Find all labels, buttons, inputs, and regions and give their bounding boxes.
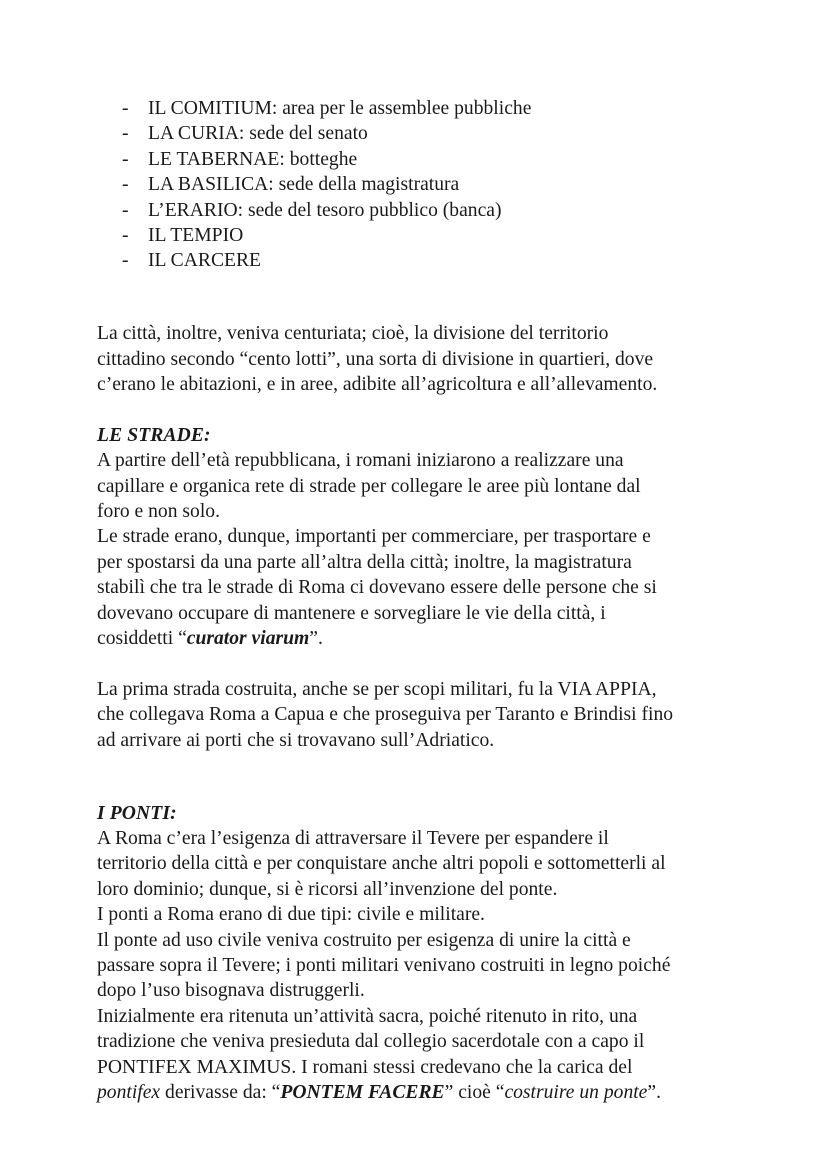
text-line: A partire dell’età repubblicana, i romani iniziarono a realizzare una <box>97 450 624 472</box>
list-item-text: LA CURIA: sede del senato <box>148 123 368 145</box>
list-bullet-marker: - <box>122 98 129 119</box>
list-bullet-marker: - <box>122 148 129 170</box>
paragraph-centuriata <box>97 321 742 397</box>
text-line: A Roma c’era l’esigenza di attraversare il Tevere per espandere il <box>97 827 609 849</box>
text-line: Inizialmente era ritenuta un’attività sacra, poiché ritenuto in rito, una <box>97 1005 638 1027</box>
text-line-pontem-facere <box>97 1080 742 1105</box>
text-line: cittadino secondo “cento lotti”, una sorta di divisione in quartieri, dove <box>97 348 654 370</box>
emphasis-costruire-un-ponte: costruire un ponte <box>504 1081 648 1103</box>
emphasis-pontifex: pontifex <box>97 1081 161 1103</box>
text-line: territorio della città e per conquistare anche altri popoli e sottometterli al <box>97 853 666 875</box>
list-bullet-marker: - <box>122 250 129 272</box>
list-item-text: L’ERARIO: sede del tesoro pubblico (banca) <box>148 199 502 221</box>
paragraph-strade-importanza <box>97 524 742 651</box>
paragraph-spacer <box>97 652 742 677</box>
paragraph-spacer <box>97 753 742 778</box>
text-line: che collegava Roma a Capua e che proseguiva per Taranto e Brindisi fino <box>97 704 674 726</box>
text-line: La città, inoltre, veniva centuriata; cioè, la divisione del territorio <box>97 323 609 345</box>
text-line: Il ponte ad uso civile veniva costruito per esigenza di unire la città e <box>97 929 631 951</box>
emphasis-pontem-facere: PONTEM FACERE <box>280 1081 445 1103</box>
list-item <box>97 96 742 121</box>
text-line: Le strade erano, dunque, importanti per commerciare, per trasportare e <box>97 526 651 548</box>
paragraph-ponti-esigenza <box>97 826 742 902</box>
document-body <box>97 96 742 1105</box>
text-line: per spostarsi da una parte all’altra della città; inoltre, la magistratura <box>97 551 632 573</box>
list-bullet-marker: - <box>122 199 129 221</box>
text-fragment: derivasse da: “ <box>160 1081 281 1103</box>
text-line: I ponti a Roma erano di due tipi: civile e militare. <box>97 904 485 926</box>
list-item <box>97 198 742 223</box>
paragraph-spacer <box>97 299 742 321</box>
text-line: tradizione che veniva presieduta dal collegio sacerdotale con a capo il <box>97 1031 645 1053</box>
paragraph-spacer <box>97 779 742 801</box>
text-line: dovevano occupare di mantenere e sorvegliare le vie della città, i <box>97 602 606 624</box>
text-line: dopo l’uso bisognava distruggerli. <box>97 980 365 1002</box>
list-item <box>97 121 742 146</box>
section-heading-i-ponti: I PONTI: <box>97 802 177 824</box>
list-item <box>97 223 742 248</box>
text-fragment: ”. <box>309 628 323 650</box>
text-line: foro e non solo. <box>97 501 220 523</box>
text-line: La prima strada costruita, anche se per scopi militari, fu la VIA APPIA, <box>97 678 657 700</box>
list-item-text: IL CARCERE <box>148 250 262 272</box>
list-item-text: IL TEMPIO <box>148 225 244 247</box>
list-bullet-marker: - <box>122 123 129 145</box>
text-line: ad arrivare ai porti che si trovavano sull’Adriatico. <box>97 729 495 751</box>
paragraph-ponti-tipi <box>97 902 742 1004</box>
text-fragment: ”. <box>647 1081 661 1103</box>
text-line: loro dominio; dunque, si è ricorsi all’invenzione del ponte. <box>97 878 558 900</box>
section-heading-le-strade: LE STRADE: <box>97 424 211 446</box>
emphasis-curator-viarum: curator viarum <box>186 628 310 650</box>
text-line: passare sopra il Tevere; i ponti militari venivano costruiti in legno poiché <box>97 954 671 976</box>
list-bullet-marker: - <box>122 174 129 196</box>
list-item-text: LE TABERNAE: botteghe <box>148 148 358 170</box>
list-item <box>97 147 742 172</box>
text-line: stabilì che tra le strade di Roma ci dovevano essere delle persone che si <box>97 577 657 599</box>
text-line: capillare e organica rete di strade per collegare le aree più lontane dal <box>97 475 641 497</box>
text-line: PONTIFEX MAXIMUS. I romani stessi credevano che la carica del <box>97 1056 633 1078</box>
paragraph-strade-intro <box>97 448 742 524</box>
paragraph-via-appia <box>97 677 742 753</box>
list-item-text: IL COMITIUM: area per le assemblee pubbliche <box>148 98 532 119</box>
paragraph-spacer <box>97 274 742 299</box>
paragraph-pontifex-maximus <box>97 1004 742 1106</box>
text-fragment: cosiddetti “ <box>97 628 187 650</box>
list-item <box>97 172 742 197</box>
paragraph-spacer <box>97 397 742 422</box>
text-fragment: ” cioè “ <box>444 1081 505 1103</box>
list-item-text: LA BASILICA: sede della magistratura <box>148 174 460 196</box>
forum-buildings-list <box>97 96 742 274</box>
text-line-curator-viarum <box>97 626 742 651</box>
list-item <box>97 248 742 273</box>
text-line: c’erano le abitazioni, e in aree, adibite all’agricoltura e all’allevamento. <box>97 374 658 396</box>
list-bullet-marker: - <box>122 225 129 247</box>
